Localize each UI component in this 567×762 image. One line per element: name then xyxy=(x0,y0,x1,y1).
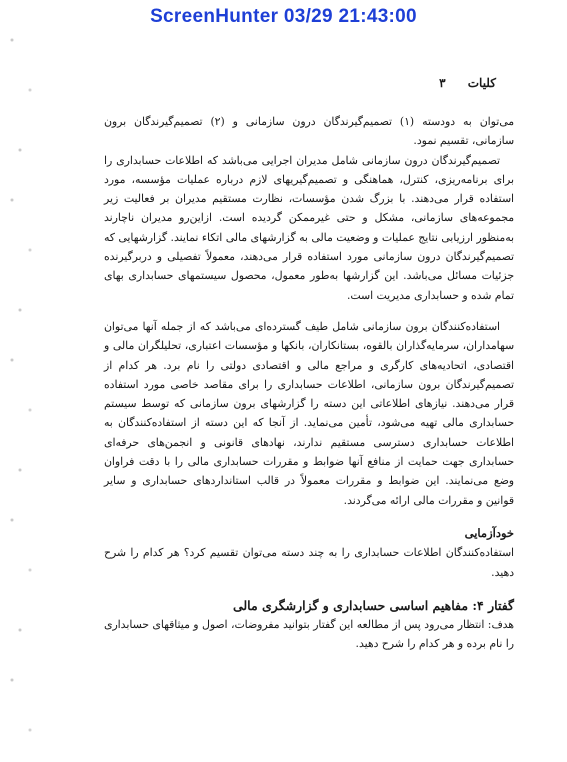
chapter-heading: گفتار ۴: مفاهیم اساسی حسابداری و گزارشگری مالی xyxy=(232,597,514,613)
screenhunter-banner: ScreenHunter 03/29 21:43:00 xyxy=(150,6,417,27)
paragraph-intro: می‌توان به دودسته (۱) تصمیم‌گیرندگان درون سازمانی و (۲) تصمیم‌گیرندگان برون سازمانی، تقسیم نمود. xyxy=(104,115,514,148)
page-number: ۳ xyxy=(439,76,446,90)
scan-margin-noise xyxy=(0,0,58,762)
self-test-question: استفاده‌کنندگان اطلاعات حسابداری را به چند دسته می‌توان تقسیم کرد؟ هر کدام را شرح دهید. xyxy=(104,546,514,579)
page-body xyxy=(104,112,514,654)
self-test-heading: خودآزمایی xyxy=(464,525,514,540)
chapter-running-title: کلیات xyxy=(467,76,496,90)
paragraph-external-users: استفاده‌کنندگان برون سازمانی شامل طیف گسترده‌ای می‌باشد که از جمله آنها می‌توان سهامداران، سرمایه‌گذاران بالقوه، بستانکاران، بانکها و مؤسسات اعتباری، تحلیلگران مالی و اقتصادی، اتحادیه‌های کارگری و مراجع مالی و اقتصادی دولتی را نام برد. هر کدام از تصمیم‌گیرندگان برون سازمانی، اطلاعات حسابداری را برای مقاصد خاصی مورد استفاده قرار می‌دهند. نیازهای اطلاعاتی این دسته را گزارشهای برون سازمانی که توسط سیستم حسابداری مالی تهیه می‌شود، تأمین می‌نماید. از آنجا که این دسته از استفاده‌کنندگان به اطلاعات حسابداری دسترسی مستقیم ندارند، نهادهای قانونی و انجمن‌های حرفه‌ای حسابداری جهت حمایت از منافع آنها ضوابط و مقررات حسابداری مالی را با دقت فراوان وضع می‌نمایند. این ضوابط و مقررات معمولاً در قالب استانداردهای حسابداری و سایر قوانین و مقررات مالی ارائه می‌گردند. xyxy=(104,319,514,507)
chapter-goal: هدف: انتظار می‌رود پس از مطالعه این گفتار بتوانید مفروضات، اصول و میثاقهای حسابداری را نام برده و هر کدام را شرح دهید. xyxy=(104,618,514,651)
page-header xyxy=(66,76,496,90)
paragraph-internal-users: تصمیم‌گیرندگان درون سازمانی شامل مدیران اجرایی می‌باشد که اطلاعات حسابداری را برای برنامه‌ریزی، کنترل، هماهنگی و تصمیم‌گیریهای لازم درباره عملیات مؤسسه، مورد استفاده قرار می‌دهند. با بزرگ شدن مؤسسات، نظارت مستقیم مدیران بر فعالیت زیر مجموعه‌های سازمانی، مشکل و حتی غیرممکن گردیده است. ازاین‌رو مدیران ناچارند به‌منظور ارزیابی نتایج عملیات و وضعیت مالی به گزارشهای مالی اتکاء نمایند. گزارشهایی که تصمیم‌گیرندگان درون سازمانی مورد استفاده قرار می‌دهند، معمولاً تفصیلی و دربرگیرنده جزئیات مسائل می‌باشد. این گزارشها به‌طور معمول، محصول سیستمهای حسابداری بهای تمام شده و حسابداری مدیریت است. xyxy=(104,153,514,302)
